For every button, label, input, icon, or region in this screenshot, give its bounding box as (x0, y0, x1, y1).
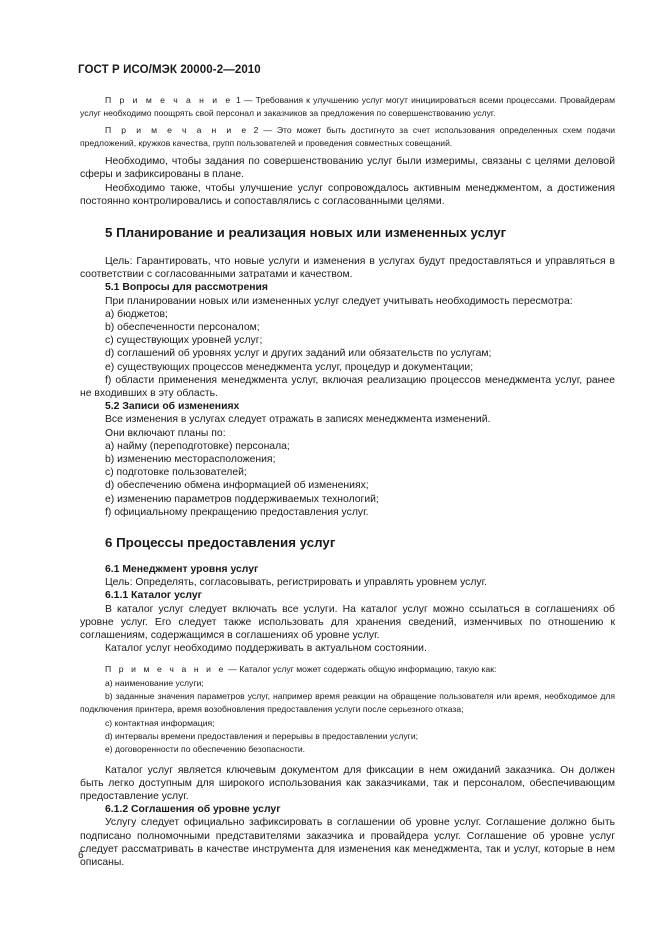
list-item: b) изменению месторасположения; (105, 454, 276, 466)
list-item: e) изменению параметров поддерживаемых технологий; (105, 493, 379, 505)
paragraph: Каталог услуг является ключевым документом для фиксации в нем ожиданий заказчика. Он должен быть легко доступным для широкого использования как заказчиками, так и персоналом, обеспечивающим предоставление услуг. (80, 764, 615, 802)
list-item: f) области применения менеджмента услуг, включая реализацию процессов менеджмента услуг, ранее не входивших в эту область. (80, 374, 615, 400)
note-list-item: b) заданные значения параметров услуг, например время реакции на обращение пользователя или время, необходимое для подключения принтера, время возобновления предоставления услуги после серьезного отказа; (80, 691, 615, 715)
list-item: b) обеспеченности персоналом; (105, 322, 260, 334)
list-item: f) официальному прекращению предоставления услуг. (105, 506, 369, 518)
subsection-5-1-title: 5.1 Вопросы для рассмотрения (105, 282, 268, 294)
page-number: 6 (78, 850, 84, 861)
note-label: П р и м е ч а н и е (105, 664, 226, 675)
note-list-item: e) договоренности по обеспечению безопасности. (105, 744, 306, 755)
subsection-5-2-intro: Все изменения в услугах следует отражать в записях менеджмента изменений. (105, 414, 491, 426)
note-2 (80, 124, 615, 151)
paragraph: Услугу следует официально зафиксировать в соглашении об уровне услуг. Соглашение должно быть подписано полномочными представителями заказчика и провайдера услуг. Соглашение об уровне услуг следует рассматривать в качестве инструмента для изменения как менеджмента, так и услуг, которые в нем описаны. (80, 817, 615, 868)
list-item: d) соглашений об уровнях услуг и других заданий или обязательств по услугам; (105, 348, 492, 360)
list-item: c) подготовке пользователей; (105, 467, 247, 479)
section-5-goal: Цель: Гарантировать, что новые услуги и изменения в услугах будут предоставляться и управляться в соответствии с согласованными затратами и качеством. (80, 256, 615, 281)
note-text: 1 — Требования к улучшению услуг могут инициироваться всеми процессами. Провайдерам услуг необходимо поощрять свой персонал и заказчиков за предложения по совершенствованию услуг. (80, 95, 615, 119)
document-header: ГОСТ Р ИСО/МЭК 20000-2—2010 (78, 64, 261, 76)
paragraph: Необходимо, чтобы задания по совершенствованию услуг были измеримы, связаны с целями деловой сферы и зафиксированы в плане. (80, 156, 615, 181)
subsection-6-1-title: 6.1 Менеджмент уровня услуг (105, 564, 259, 576)
subsection-5-1-intro: При планировании новых или измененных услуг следует учитывать необходимость пересмотра: (105, 295, 573, 307)
subsection-6-1-goal: Цель: Определять, согласовывать, регистрировать и управлять уровнем услуг. (105, 577, 488, 589)
subsection-5-2-intro2: Они включают планы по: (105, 427, 226, 439)
catalog-note (80, 663, 615, 676)
section-6-title: 6 Процессы предоставления услуг (105, 535, 336, 551)
note-list-item: d) интервалы времени предоставления и перерывы в предоставлении услуги; (105, 730, 419, 741)
note-label: П р и м е ч а н и е (105, 95, 233, 105)
list-item: c) существующих уровней услуг; (105, 335, 263, 347)
subsection-6-1-2-title: 6.1.2 Соглашения об уровне услуг (105, 804, 281, 816)
note-text: 2 — Это может быть достигнуто за счет использования определенных схем подачи предложений, кружков качества, групп пользователей и проведения совместных совещаний. (80, 124, 615, 148)
note-1 (80, 94, 615, 121)
page-content (80, 94, 615, 869)
section-5-title: 5 Планирование и реализация новых или измененных услуг (105, 225, 507, 240)
note-label: П р и м е ч а н и е (105, 124, 249, 135)
note-list-item: a) наименование услуги; (105, 677, 204, 688)
note-list-item: c) контактная информация; (105, 717, 215, 728)
note-text: — Каталог услуг может содержать общую информацию, такую как: (225, 664, 497, 675)
paragraph: Необходимо также, чтобы улучшение услуг сопровождалось активным менеджментом, а достижения постоянно контролировались и сопоставлялись с согласованными целями. (80, 182, 615, 207)
list-item: a) найму (переподготовке) персонала; (105, 440, 290, 452)
paragraph: Каталог услуг необходимо поддерживать в актуальном состоянии. (105, 643, 427, 655)
list-item: a) бюджетов; (105, 308, 168, 320)
subsection-6-1-1-title: 6.1.1 Каталог услуг (105, 590, 203, 602)
subsection-5-2-title: 5.2 Записи об изменениях (105, 401, 240, 413)
list-item: e) существующих процессов менеджмента услуг, процедур и документации; (105, 361, 474, 373)
list-item: d) обеспечению обмена информацией об изменениях; (105, 480, 369, 492)
paragraph: В каталог услуг следует включать все услуги. На каталог услуг можно ссылаться в соглашениях об уровне услуг. Его следует также использовать для хранения сведений, изменчивых по отношению к соглашениям, содержащимся в соглашениях об уровне услуг. (80, 603, 615, 642)
